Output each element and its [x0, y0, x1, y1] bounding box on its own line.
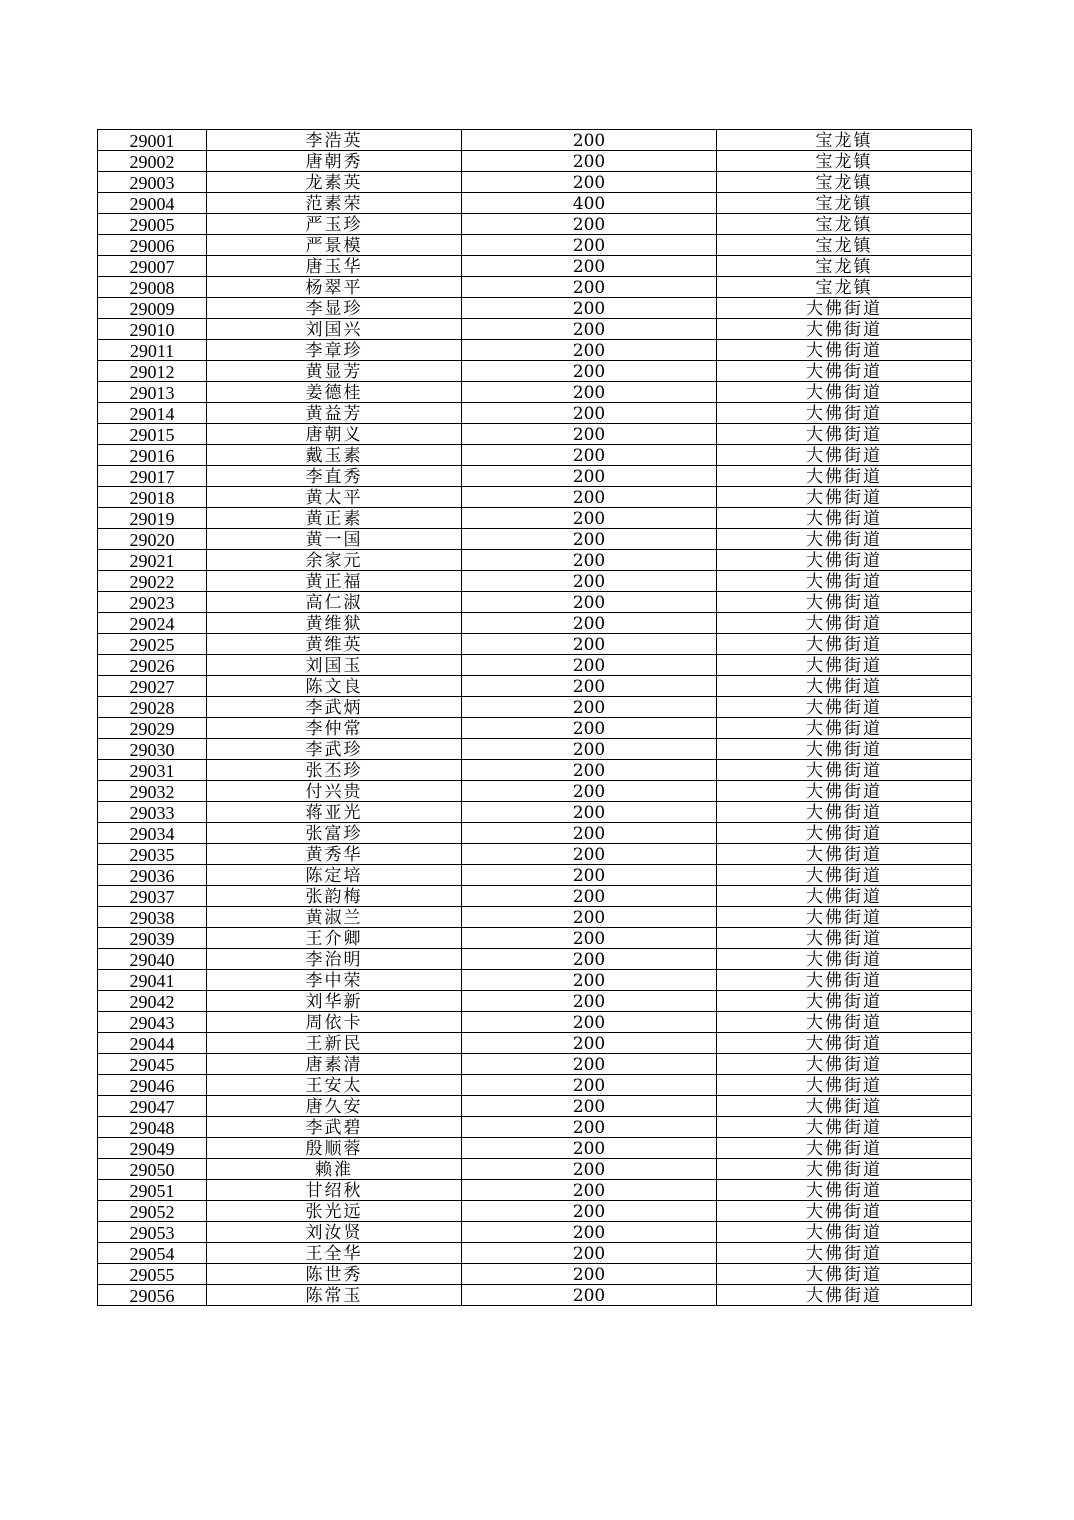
record-amount: 400: [462, 193, 717, 214]
record-name: 李武碧: [207, 1117, 462, 1138]
record-district: 大佛街道: [717, 1054, 972, 1075]
record-district: 大佛街道: [717, 697, 972, 718]
record-district: 大佛街道: [717, 1075, 972, 1096]
record-amount: 200: [462, 571, 717, 592]
table-row: [98, 1285, 972, 1306]
record-amount: 200: [462, 424, 717, 445]
table-row: [98, 760, 972, 781]
record-district: 宝龙镇: [717, 130, 972, 151]
record-amount: 200: [462, 361, 717, 382]
record-amount: 200: [462, 928, 717, 949]
record-amount: 200: [462, 382, 717, 403]
record-name: 严景模: [207, 235, 462, 256]
record-amount: 200: [462, 697, 717, 718]
record-name: 黄维狱: [207, 613, 462, 634]
record-amount: 200: [462, 298, 717, 319]
record-number: 29051: [98, 1180, 207, 1201]
record-district: 大佛街道: [717, 655, 972, 676]
record-amount: 200: [462, 508, 717, 529]
table-row: [98, 823, 972, 844]
record-name: 王安太: [207, 1075, 462, 1096]
record-amount: 200: [462, 172, 717, 193]
record-amount: 200: [462, 466, 717, 487]
record-name: 黄淑兰: [207, 907, 462, 928]
table-row: [98, 655, 972, 676]
record-district: 大佛街道: [717, 382, 972, 403]
record-amount: 200: [462, 718, 717, 739]
table-row: [98, 1180, 972, 1201]
record-district: 大佛街道: [717, 676, 972, 697]
record-district: 大佛街道: [717, 1117, 972, 1138]
record-name: 杨翠平: [207, 277, 462, 298]
record-district: 大佛街道: [717, 445, 972, 466]
records-table: [97, 129, 972, 1306]
record-district: 大佛街道: [717, 550, 972, 571]
record-district: 大佛街道: [717, 319, 972, 340]
record-number: 29037: [98, 886, 207, 907]
record-name: 黄正素: [207, 508, 462, 529]
record-number: 29026: [98, 655, 207, 676]
record-number: 29014: [98, 403, 207, 424]
record-amount: 200: [462, 1033, 717, 1054]
record-district: 大佛街道: [717, 1180, 972, 1201]
table-row: [98, 1201, 972, 1222]
table-row: [98, 1222, 972, 1243]
record-name: 李中荣: [207, 970, 462, 991]
table-row: [98, 634, 972, 655]
record-district: 大佛街道: [717, 970, 972, 991]
record-number: 29030: [98, 739, 207, 760]
table-row: [98, 1012, 972, 1033]
table-row: [98, 403, 972, 424]
record-district: 大佛街道: [717, 592, 972, 613]
record-district: 大佛街道: [717, 361, 972, 382]
record-amount: 200: [462, 1159, 717, 1180]
record-name: 黄显芳: [207, 361, 462, 382]
record-amount: 200: [462, 613, 717, 634]
table-row: [98, 949, 972, 970]
record-name: 陈常玉: [207, 1285, 462, 1306]
record-number: 29010: [98, 319, 207, 340]
record-name: 戴玉素: [207, 445, 462, 466]
record-amount: 200: [462, 1264, 717, 1285]
record-district: 大佛街道: [717, 781, 972, 802]
record-amount: 200: [462, 550, 717, 571]
record-name: 余家元: [207, 550, 462, 571]
record-name: 李治明: [207, 949, 462, 970]
table-row: [98, 277, 972, 298]
record-district: 大佛街道: [717, 613, 972, 634]
record-name: 龙素英: [207, 172, 462, 193]
record-name: 王新民: [207, 1033, 462, 1054]
record-district: 大佛街道: [717, 403, 972, 424]
record-number: 29019: [98, 508, 207, 529]
record-name: 李直秀: [207, 466, 462, 487]
record-number: 29044: [98, 1033, 207, 1054]
table-row: [98, 193, 972, 214]
record-number: 29008: [98, 277, 207, 298]
record-amount: 200: [462, 1201, 717, 1222]
record-number: 29002: [98, 151, 207, 172]
record-district: 大佛街道: [717, 1012, 972, 1033]
table-row: [98, 508, 972, 529]
record-name: 黄秀华: [207, 844, 462, 865]
record-district: 大佛街道: [717, 718, 972, 739]
record-district: 宝龙镇: [717, 193, 972, 214]
record-district: 宝龙镇: [717, 256, 972, 277]
record-number: 29039: [98, 928, 207, 949]
table-row: [98, 445, 972, 466]
record-number: 29047: [98, 1096, 207, 1117]
record-amount: 200: [462, 907, 717, 928]
record-name: 姜德桂: [207, 382, 462, 403]
record-amount: 200: [462, 592, 717, 613]
record-number: 29028: [98, 697, 207, 718]
record-district: 大佛街道: [717, 508, 972, 529]
table-row: [98, 592, 972, 613]
record-amount: 200: [462, 655, 717, 676]
record-name: 王全华: [207, 1243, 462, 1264]
record-name: 蒋亚光: [207, 802, 462, 823]
record-amount: 200: [462, 886, 717, 907]
table-row: [98, 1096, 972, 1117]
record-amount: 200: [462, 739, 717, 760]
record-name: 李武炳: [207, 697, 462, 718]
record-amount: 200: [462, 802, 717, 823]
record-name: 李浩英: [207, 130, 462, 151]
record-district: 大佛街道: [717, 298, 972, 319]
table-row: [98, 340, 972, 361]
record-name: 赖淮: [207, 1159, 462, 1180]
record-name: 殷顺蓉: [207, 1138, 462, 1159]
record-district: 大佛街道: [717, 1243, 972, 1264]
table-row: [98, 550, 972, 571]
records-body: [98, 130, 972, 1306]
record-number: 29023: [98, 592, 207, 613]
record-amount: 200: [462, 760, 717, 781]
record-amount: 200: [462, 277, 717, 298]
record-number: 29054: [98, 1243, 207, 1264]
record-amount: 200: [462, 865, 717, 886]
record-amount: 200: [462, 340, 717, 361]
record-name: 陈定培: [207, 865, 462, 886]
table-row: [98, 424, 972, 445]
record-district: 大佛街道: [717, 1264, 972, 1285]
record-district: 大佛街道: [717, 802, 972, 823]
record-name: 张光远: [207, 1201, 462, 1222]
record-number: 29007: [98, 256, 207, 277]
table-row: [98, 571, 972, 592]
record-name: 黄一国: [207, 529, 462, 550]
record-amount: 200: [462, 130, 717, 151]
record-amount: 200: [462, 676, 717, 697]
record-number: 29045: [98, 1054, 207, 1075]
record-name: 付兴贵: [207, 781, 462, 802]
record-number: 29036: [98, 865, 207, 886]
record-district: 大佛街道: [717, 1222, 972, 1243]
record-district: 大佛街道: [717, 571, 972, 592]
record-district: 大佛街道: [717, 907, 972, 928]
record-district: 宝龙镇: [717, 277, 972, 298]
record-number: 29033: [98, 802, 207, 823]
record-number: 29018: [98, 487, 207, 508]
record-district: 大佛街道: [717, 991, 972, 1012]
record-name: 周依卡: [207, 1012, 462, 1033]
record-name: 王介卿: [207, 928, 462, 949]
record-number: 29040: [98, 949, 207, 970]
record-number: 29055: [98, 1264, 207, 1285]
table-row: [98, 256, 972, 277]
record-district: 大佛街道: [717, 340, 972, 361]
record-amount: 200: [462, 529, 717, 550]
table-row: [98, 466, 972, 487]
record-name: 甘绍秋: [207, 1180, 462, 1201]
record-district: 大佛街道: [717, 928, 972, 949]
record-district: 大佛街道: [717, 823, 972, 844]
record-number: 29029: [98, 718, 207, 739]
table-row: [98, 1117, 972, 1138]
record-amount: 200: [462, 487, 717, 508]
record-amount: 200: [462, 1117, 717, 1138]
record-amount: 200: [462, 1138, 717, 1159]
table-row: [98, 151, 972, 172]
record-name: 黄维英: [207, 634, 462, 655]
table-row: [98, 802, 972, 823]
record-number: 29025: [98, 634, 207, 655]
record-district: 大佛街道: [717, 1285, 972, 1306]
record-number: 29053: [98, 1222, 207, 1243]
table-row: [98, 928, 972, 949]
record-amount: 200: [462, 844, 717, 865]
record-amount: 200: [462, 1075, 717, 1096]
record-name: 陈世秀: [207, 1264, 462, 1285]
table-row: [98, 172, 972, 193]
record-district: 大佛街道: [717, 865, 972, 886]
record-number: 29001: [98, 130, 207, 151]
table-row: [98, 1159, 972, 1180]
record-name: 唐朝义: [207, 424, 462, 445]
record-number: 29015: [98, 424, 207, 445]
record-amount: 200: [462, 256, 717, 277]
record-name: 唐玉华: [207, 256, 462, 277]
table-row: [98, 1243, 972, 1264]
table-row: [98, 1033, 972, 1054]
record-number: 29042: [98, 991, 207, 1012]
record-amount: 200: [462, 781, 717, 802]
record-number: 29006: [98, 235, 207, 256]
table-row: [98, 382, 972, 403]
record-amount: 200: [462, 970, 717, 991]
record-district: 宝龙镇: [717, 214, 972, 235]
table-row: [98, 1138, 972, 1159]
record-number: 29012: [98, 361, 207, 382]
record-number: 29034: [98, 823, 207, 844]
table-row: [98, 529, 972, 550]
record-name: 高仁淑: [207, 592, 462, 613]
table-row: [98, 844, 972, 865]
record-name: 张韵梅: [207, 886, 462, 907]
record-district: 大佛街道: [717, 466, 972, 487]
record-name: 范素荣: [207, 193, 462, 214]
record-name: 陈文良: [207, 676, 462, 697]
record-district: 大佛街道: [717, 529, 972, 550]
table-row: [98, 235, 972, 256]
record-district: 大佛街道: [717, 1201, 972, 1222]
table-row: [98, 214, 972, 235]
record-amount: 200: [462, 403, 717, 424]
record-name: 黄正福: [207, 571, 462, 592]
table-row: [98, 907, 972, 928]
record-name: 唐朝秀: [207, 151, 462, 172]
record-number: 29011: [98, 340, 207, 361]
record-district: 大佛街道: [717, 760, 972, 781]
record-district: 大佛街道: [717, 634, 972, 655]
record-number: 29035: [98, 844, 207, 865]
record-number: 29020: [98, 529, 207, 550]
table-row: [98, 865, 972, 886]
record-name: 唐素清: [207, 1054, 462, 1075]
record-number: 29003: [98, 172, 207, 193]
record-number: 29048: [98, 1117, 207, 1138]
table-row: [98, 613, 972, 634]
record-name: 刘汝贤: [207, 1222, 462, 1243]
record-amount: 200: [462, 1222, 717, 1243]
record-name: 李武珍: [207, 739, 462, 760]
record-district: 大佛街道: [717, 487, 972, 508]
table-row: [98, 1075, 972, 1096]
record-amount: 200: [462, 1180, 717, 1201]
table-row: [98, 319, 972, 340]
record-name: 张富珍: [207, 823, 462, 844]
record-number: 29031: [98, 760, 207, 781]
record-amount: 200: [462, 319, 717, 340]
record-name: 李显珍: [207, 298, 462, 319]
table-row: [98, 739, 972, 760]
record-district: 大佛街道: [717, 1033, 972, 1054]
table-row: [98, 1264, 972, 1285]
record-amount: 200: [462, 1096, 717, 1117]
record-amount: 200: [462, 1243, 717, 1264]
table-row: [98, 130, 972, 151]
record-amount: 200: [462, 214, 717, 235]
table-row: [98, 697, 972, 718]
table-row: [98, 1054, 972, 1075]
record-number: 29021: [98, 550, 207, 571]
record-name: 黄益芳: [207, 403, 462, 424]
record-number: 29016: [98, 445, 207, 466]
record-amount: 200: [462, 1012, 717, 1033]
record-number: 29056: [98, 1285, 207, 1306]
record-number: 29046: [98, 1075, 207, 1096]
record-amount: 200: [462, 634, 717, 655]
record-district: 大佛街道: [717, 949, 972, 970]
record-name: 严玉珍: [207, 214, 462, 235]
record-number: 29024: [98, 613, 207, 634]
record-amount: 200: [462, 235, 717, 256]
record-district: 大佛街道: [717, 739, 972, 760]
table-row: [98, 718, 972, 739]
table-row: [98, 676, 972, 697]
record-name: 李章珍: [207, 340, 462, 361]
record-name: 黄太平: [207, 487, 462, 508]
table-row: [98, 298, 972, 319]
record-number: 29013: [98, 382, 207, 403]
record-district: 宝龙镇: [717, 151, 972, 172]
record-number: 29027: [98, 676, 207, 697]
record-district: 大佛街道: [717, 424, 972, 445]
record-name: 刘国兴: [207, 319, 462, 340]
record-district: 宝龙镇: [717, 172, 972, 193]
table-row: [98, 970, 972, 991]
record-number: 29032: [98, 781, 207, 802]
record-name: 张丕珍: [207, 760, 462, 781]
table-row: [98, 361, 972, 382]
record-number: 29050: [98, 1159, 207, 1180]
record-amount: 200: [462, 1285, 717, 1306]
record-number: 29005: [98, 214, 207, 235]
record-number: 29009: [98, 298, 207, 319]
record-number: 29038: [98, 907, 207, 928]
table-row: [98, 991, 972, 1012]
record-district: 宝龙镇: [717, 235, 972, 256]
record-amount: 200: [462, 949, 717, 970]
record-number: 29052: [98, 1201, 207, 1222]
record-amount: 200: [462, 823, 717, 844]
record-number: 29022: [98, 571, 207, 592]
record-number: 29004: [98, 193, 207, 214]
record-district: 大佛街道: [717, 1138, 972, 1159]
record-district: 大佛街道: [717, 1096, 972, 1117]
table-row: [98, 487, 972, 508]
record-number: 29041: [98, 970, 207, 991]
record-name: 刘华新: [207, 991, 462, 1012]
record-number: 29043: [98, 1012, 207, 1033]
record-number: 29049: [98, 1138, 207, 1159]
record-amount: 200: [462, 991, 717, 1012]
record-number: 29017: [98, 466, 207, 487]
record-amount: 200: [462, 445, 717, 466]
record-amount: 200: [462, 151, 717, 172]
record-name: 唐久安: [207, 1096, 462, 1117]
table-row: [98, 886, 972, 907]
record-name: 李仲常: [207, 718, 462, 739]
record-district: 大佛街道: [717, 844, 972, 865]
record-amount: 200: [462, 1054, 717, 1075]
record-name: 刘国玉: [207, 655, 462, 676]
table-row: [98, 781, 972, 802]
record-district: 大佛街道: [717, 1159, 972, 1180]
record-district: 大佛街道: [717, 886, 972, 907]
